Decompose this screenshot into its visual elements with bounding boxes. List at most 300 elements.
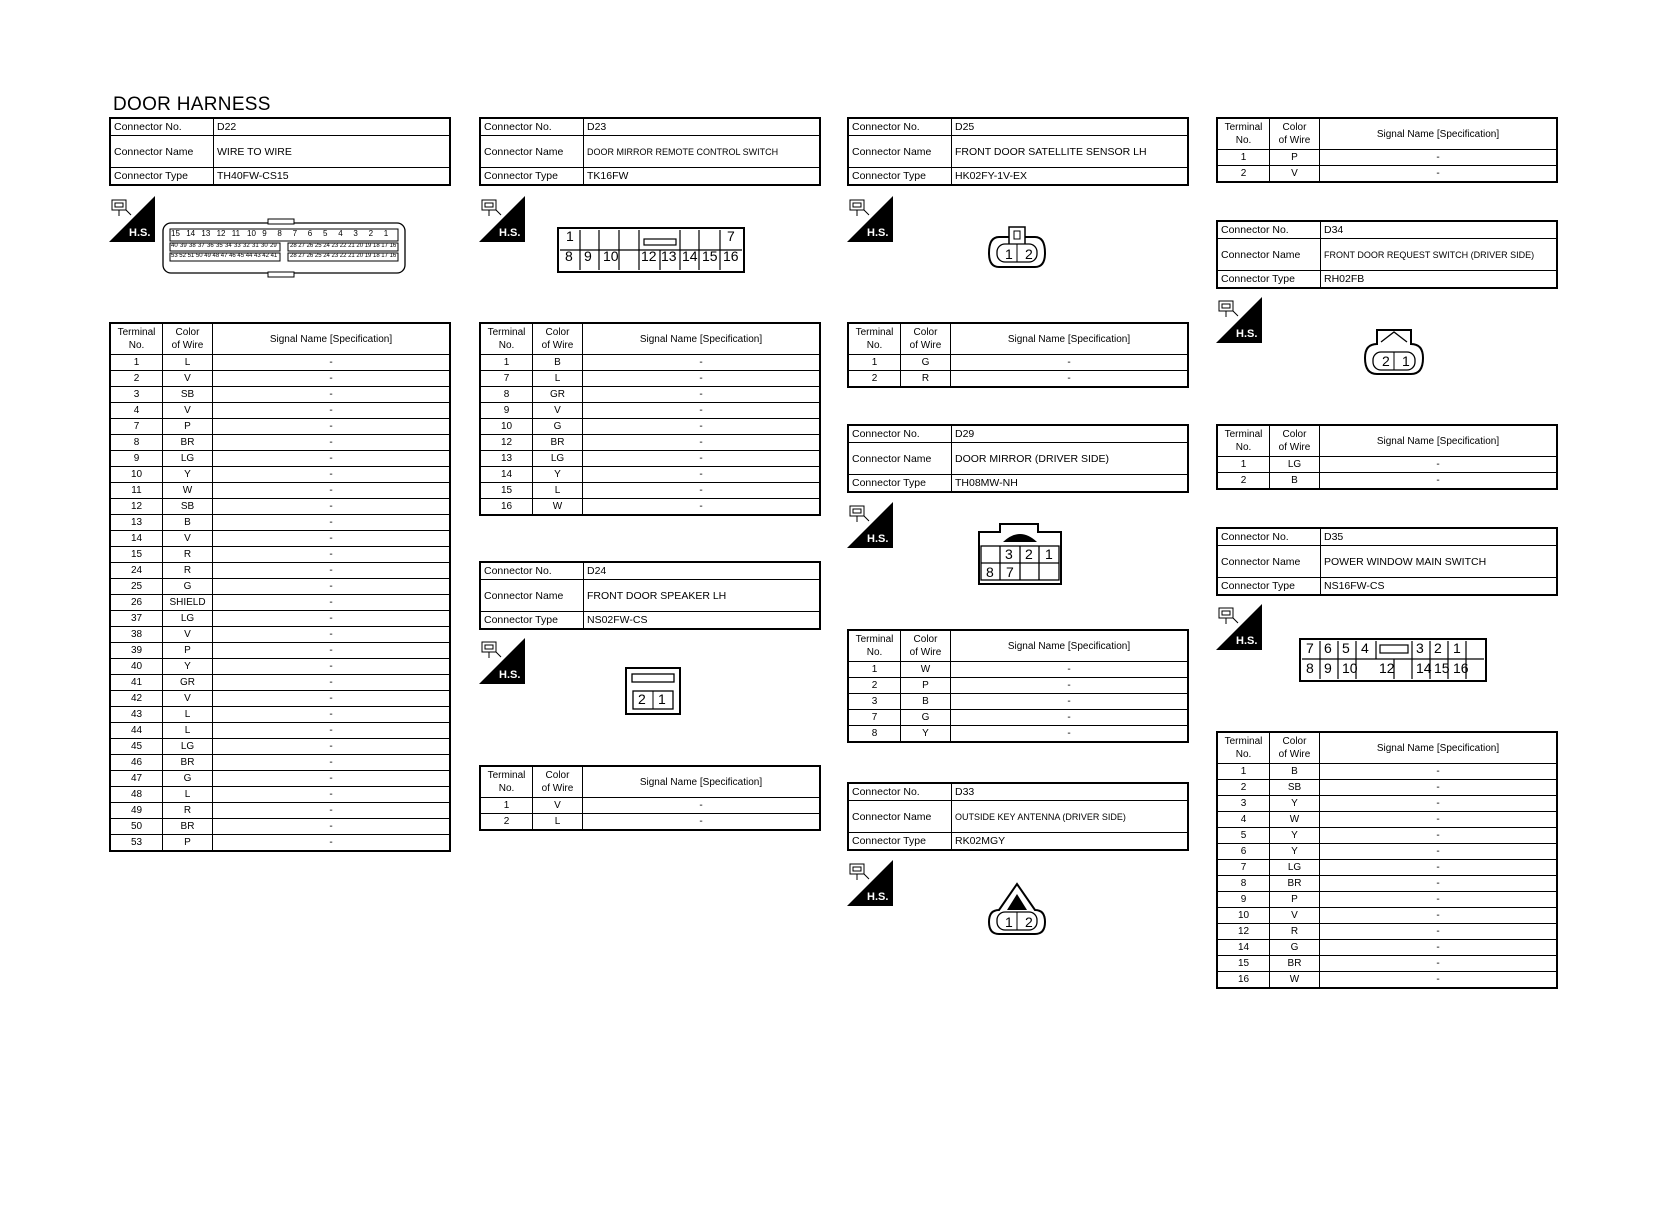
terminal-table-d24	[479, 765, 821, 831]
signal-cell: -	[583, 467, 821, 483]
pin-label: 16	[1453, 660, 1469, 676]
pin-label: 25	[314, 243, 322, 249]
pin-label: 14	[682, 248, 698, 264]
label: Connector Type	[848, 168, 952, 186]
signal-cell: -	[1320, 457, 1558, 473]
header-label: No.	[498, 783, 515, 794]
table-row	[110, 531, 450, 547]
pin-label: 40	[171, 243, 178, 249]
table-row	[1217, 844, 1557, 860]
signal-cell: -	[213, 387, 451, 403]
header-label: No.	[1235, 442, 1252, 453]
hs-label: H.S.	[867, 891, 889, 903]
signal-cell: -	[213, 499, 451, 515]
hs-icon	[847, 860, 893, 906]
connector-type: NS02FW-CS	[584, 612, 821, 630]
header-label: of Wire	[1278, 442, 1311, 453]
table-row	[848, 726, 1188, 743]
table-row	[1217, 457, 1557, 473]
terminal-cell: 1	[480, 355, 533, 371]
header-label: No.	[498, 340, 515, 351]
label: Connector Type	[1217, 271, 1321, 289]
pin-label: 53	[171, 253, 178, 259]
terminal-cell: 13	[110, 515, 163, 531]
header-label: Signal Name [Specification]	[269, 333, 393, 345]
pin-label: 29	[270, 243, 277, 249]
table-row	[110, 435, 450, 451]
signal-cell: -	[213, 707, 451, 723]
color-cell: V	[163, 531, 213, 547]
header-label: No.	[1235, 135, 1252, 146]
table-row	[480, 814, 820, 831]
table-row	[110, 499, 450, 515]
terminal-cell: 9	[110, 451, 163, 467]
header-label: Color	[1282, 736, 1307, 747]
label: Connector Type	[848, 833, 952, 851]
connector-name: FRONT DOOR SPEAKER LH	[584, 580, 821, 612]
terminal-cell: 47	[110, 771, 163, 787]
pin-label: 12	[1379, 660, 1395, 676]
terminal-table-d25	[847, 322, 1189, 388]
signal-cell: -	[1320, 812, 1558, 828]
table-row	[848, 371, 1188, 388]
header-label: Color	[913, 634, 938, 645]
header-label: of Wire	[171, 340, 204, 351]
pin-label: 33	[234, 243, 241, 249]
color-cell: L	[163, 707, 213, 723]
pin-label: 47	[220, 253, 228, 259]
table-row	[110, 419, 450, 435]
table-row	[110, 659, 450, 675]
pin-label: 15	[171, 229, 180, 238]
pin-label: 23	[331, 253, 339, 259]
color-cell: LG	[163, 739, 213, 755]
signal-cell: -	[213, 435, 451, 451]
pin-label: 51	[187, 253, 195, 259]
color-header	[1270, 732, 1320, 764]
connector-d24-face	[624, 666, 684, 718]
pin-label: 3	[1416, 640, 1424, 656]
signal-cell: -	[951, 371, 1189, 388]
header-label: Terminal	[1224, 736, 1263, 747]
label: Connector No.	[848, 118, 952, 136]
color-cell: L	[163, 723, 213, 739]
color-cell: R	[1270, 924, 1320, 940]
connector-no: D24	[584, 562, 821, 580]
pin-label: 17	[381, 253, 388, 259]
pin-label: 9	[262, 229, 267, 238]
connector-no: D29	[952, 425, 1189, 443]
hs-label: H.S.	[867, 533, 889, 545]
signal-cell: -	[213, 739, 451, 755]
header-label: Signal Name [Specification]	[1007, 333, 1131, 345]
pin-label: 1	[1005, 914, 1013, 930]
table-row	[110, 739, 450, 755]
pin-label: 2	[1025, 914, 1033, 930]
terminal-header	[1217, 118, 1270, 150]
signal-header	[583, 323, 821, 355]
label: Connector No.	[480, 118, 584, 136]
signal-cell: -	[1320, 828, 1558, 844]
signal-cell: -	[213, 483, 451, 499]
pin-label: 36	[207, 243, 214, 249]
d23-pin-top-7: 7	[727, 228, 735, 244]
table-row	[480, 355, 820, 371]
color-cell: W	[901, 662, 951, 678]
connector-type: RH02FB	[1321, 271, 1558, 289]
label: Connector Name	[480, 580, 584, 612]
color-cell: V	[163, 403, 213, 419]
signal-cell: -	[213, 419, 451, 435]
signal-cell: -	[1320, 796, 1558, 812]
pin-label: 8	[565, 248, 573, 264]
table-row	[1217, 828, 1557, 844]
table-row	[110, 723, 450, 739]
table-row	[1217, 473, 1557, 490]
pin-label: 32	[243, 243, 250, 249]
table-row	[1217, 892, 1557, 908]
table-row	[110, 643, 450, 659]
connector-type: TK16FW	[584, 168, 821, 186]
pin-label: 16	[389, 243, 397, 249]
connector-name: OUTSIDE KEY ANTENNA (DRIVER SIDE)	[952, 801, 1189, 833]
hs-icon	[1216, 297, 1262, 343]
color-cell: SHIELD	[163, 595, 213, 611]
color-cell: R	[901, 371, 951, 388]
signal-cell: -	[213, 755, 451, 771]
color-cell: B	[1270, 764, 1320, 780]
connector-d25-info	[847, 117, 1189, 186]
signal-cell: -	[583, 451, 821, 467]
header-label: Color	[1282, 122, 1307, 133]
signal-header	[213, 323, 451, 355]
signal-cell: -	[213, 643, 451, 659]
signal-cell: -	[213, 371, 451, 387]
signal-cell: -	[213, 403, 451, 419]
table-row	[110, 771, 450, 787]
header-label: of Wire	[1278, 135, 1311, 146]
terminal-cell: 45	[110, 739, 163, 755]
signal-cell: -	[1320, 860, 1558, 876]
label: Connector Type	[480, 612, 584, 630]
terminal-cell: 37	[110, 611, 163, 627]
signal-cell: -	[1320, 150, 1558, 166]
header-label: Signal Name [Specification]	[1376, 435, 1500, 447]
pin-label: 35	[216, 243, 223, 249]
signal-cell: -	[213, 531, 451, 547]
header-label: Color	[1282, 429, 1307, 440]
table-row	[480, 403, 820, 419]
header-label: Color	[545, 770, 570, 781]
terminal-cell: 26	[110, 595, 163, 611]
hs-label: H.S.	[867, 227, 889, 239]
table-row	[110, 451, 450, 467]
color-header	[533, 323, 583, 355]
header-label: No.	[866, 340, 883, 351]
signal-cell: -	[951, 694, 1189, 710]
terminal-cell: 12	[480, 435, 533, 451]
signal-cell: -	[1320, 764, 1558, 780]
pin-label: 38	[189, 243, 196, 249]
signal-cell: -	[213, 691, 451, 707]
connector-d33-info	[847, 782, 1189, 851]
terminal-cell: 49	[110, 803, 163, 819]
pin-label: 2	[1382, 353, 1390, 369]
color-cell: Y	[1270, 796, 1320, 812]
pin-label: 12	[216, 229, 226, 238]
color-cell: W	[533, 499, 583, 516]
pin-label: 11	[231, 229, 241, 238]
signal-cell: -	[583, 419, 821, 435]
pin-label: 14	[186, 229, 196, 238]
header-label: No.	[1235, 749, 1252, 760]
color-cell: BR	[163, 755, 213, 771]
color-header	[901, 630, 951, 662]
table-row	[1217, 860, 1557, 876]
signal-cell: -	[583, 483, 821, 499]
terminal-cell: 46	[110, 755, 163, 771]
terminal-cell: 10	[480, 419, 533, 435]
color-cell: Y	[1270, 828, 1320, 844]
connector-type: HK02FY-1V-EX	[952, 168, 1189, 186]
label: Connector Name	[848, 801, 952, 833]
terminal-cell: 24	[110, 563, 163, 579]
pin-label: 8	[1306, 660, 1314, 676]
label: Connector Name	[1217, 239, 1321, 271]
terminal-cell: 16	[1217, 972, 1270, 989]
pin-label: 49	[204, 253, 211, 259]
signal-cell: -	[213, 467, 451, 483]
pin-label: 5	[1342, 640, 1350, 656]
label: Connector Name	[848, 136, 952, 168]
pin-label: 28	[290, 253, 297, 259]
signal-cell: -	[1320, 956, 1558, 972]
header-label: Signal Name [Specification]	[1376, 128, 1500, 140]
signal-header	[1320, 118, 1558, 150]
color-cell: SB	[1270, 780, 1320, 796]
table-row	[110, 611, 450, 627]
hs-icon	[479, 638, 525, 684]
terminal-cell: 7	[848, 710, 901, 726]
signal-cell: -	[583, 387, 821, 403]
terminal-cell: 50	[110, 819, 163, 835]
terminal-table-d23	[479, 322, 821, 516]
terminal-cell: 14	[110, 531, 163, 547]
signal-cell: -	[213, 675, 451, 691]
table-row	[110, 579, 450, 595]
connector-name: DOOR MIRROR (DRIVER SIDE)	[952, 443, 1189, 475]
connector-no: D22	[214, 118, 451, 136]
table-row	[110, 563, 450, 579]
pin-label: 27	[298, 253, 305, 259]
terminal-cell: 5	[1217, 828, 1270, 844]
header-label: Terminal	[117, 327, 156, 338]
table-row	[110, 819, 450, 835]
pin-label: 4	[1361, 640, 1369, 656]
terminal-cell: 43	[110, 707, 163, 723]
terminal-cell: 39	[110, 643, 163, 659]
table-row	[110, 835, 450, 852]
signal-cell: -	[213, 835, 451, 852]
pin-label: 9	[584, 248, 592, 264]
hs-icon	[109, 196, 155, 242]
pin-label: 27	[298, 243, 305, 249]
hs-icon	[479, 196, 525, 242]
pin-label: 1	[1045, 546, 1053, 562]
label: Connector Type	[848, 475, 952, 493]
connector-d29-info	[847, 424, 1189, 493]
table-row	[1217, 940, 1557, 956]
pin-label: 3	[1005, 546, 1013, 562]
terminal-header	[1217, 732, 1270, 764]
signal-cell: -	[213, 787, 451, 803]
color-cell: B	[901, 694, 951, 710]
pin-label: 20	[356, 243, 364, 249]
pin-label: 1	[1402, 353, 1410, 369]
label: Connector Type	[110, 168, 214, 186]
table-row	[848, 678, 1188, 694]
pin-label: 20	[356, 253, 364, 259]
table-row	[1217, 764, 1557, 780]
table-row	[1217, 166, 1557, 183]
header-label: of Wire	[541, 340, 574, 351]
table-row	[110, 515, 450, 531]
signal-cell: -	[213, 451, 451, 467]
pin-label: 34	[225, 243, 232, 249]
table-row	[848, 662, 1188, 678]
table-row	[110, 371, 450, 387]
terminal-cell: 1	[848, 355, 901, 371]
pin-label: 25	[314, 253, 322, 259]
color-cell: Y	[163, 659, 213, 675]
color-cell: G	[163, 771, 213, 787]
pin-label: 8	[986, 564, 994, 580]
connector-d33-face	[985, 880, 1049, 938]
terminal-header	[848, 323, 901, 355]
color-cell: G	[533, 419, 583, 435]
terminal-cell: 1	[1217, 150, 1270, 166]
pin-label: 1	[383, 229, 389, 238]
color-header	[1270, 425, 1320, 457]
page-title: DOOR HARNESS	[113, 94, 271, 115]
color-cell: W	[1270, 812, 1320, 828]
table-row	[480, 387, 820, 403]
color-cell: L	[533, 483, 583, 499]
color-cell: LG	[1270, 457, 1320, 473]
pin-label: 10	[603, 248, 619, 264]
d23-pin-top-1: 1	[566, 228, 574, 244]
pin-label: 21	[348, 253, 355, 259]
header-label: Color	[545, 327, 570, 338]
signal-cell: -	[1320, 844, 1558, 860]
header-label: Signal Name [Specification]	[1376, 742, 1500, 754]
terminal-header	[480, 766, 533, 798]
signal-cell: -	[213, 659, 451, 675]
color-cell: LG	[1270, 860, 1320, 876]
connector-d24-info	[479, 561, 821, 630]
color-cell: SB	[163, 499, 213, 515]
terminal-cell: 2	[1217, 780, 1270, 796]
signal-cell: -	[583, 814, 821, 831]
table-row	[110, 355, 450, 371]
terminal-table-d33	[1216, 117, 1558, 183]
connector-name: FRONT DOOR SATELLITE SENSOR LH	[952, 136, 1189, 168]
color-cell: R	[163, 803, 213, 819]
color-header	[1270, 118, 1320, 150]
terminal-cell: 2	[1217, 473, 1270, 490]
pin-label: 45	[237, 253, 245, 259]
pin-label: 46	[229, 253, 236, 259]
connector-no: D23	[584, 118, 821, 136]
label: Connector Type	[480, 168, 584, 186]
pin-label: 1	[1453, 640, 1461, 656]
color-cell: B	[533, 355, 583, 371]
terminal-cell: 2	[1217, 166, 1270, 183]
color-cell: P	[901, 678, 951, 694]
terminal-cell: 2	[848, 371, 901, 388]
table-row	[848, 355, 1188, 371]
hs-label: H.S.	[499, 227, 521, 239]
connector-d23-info	[479, 117, 821, 186]
color-cell: R	[163, 563, 213, 579]
table-row	[110, 595, 450, 611]
color-cell: BR	[533, 435, 583, 451]
signal-cell: -	[213, 611, 451, 627]
table-row	[848, 710, 1188, 726]
label: Connector Name	[110, 136, 214, 168]
terminal-cell: 8	[848, 726, 901, 743]
connector-name: WIRE TO WIRE	[214, 136, 451, 168]
signal-cell: -	[1320, 940, 1558, 956]
terminal-cell: 7	[480, 371, 533, 387]
pin-label: 10	[1342, 660, 1358, 676]
header-label: Terminal	[487, 770, 526, 781]
hs-label: H.S.	[499, 669, 521, 681]
label: Connector Type	[1217, 578, 1321, 596]
header-label: Signal Name [Specification]	[639, 776, 763, 788]
header-label: of Wire	[909, 340, 942, 351]
hs-icon	[847, 196, 893, 242]
color-cell: V	[163, 627, 213, 643]
table-row	[1217, 972, 1557, 989]
signal-header	[1320, 732, 1558, 764]
table-row	[480, 451, 820, 467]
signal-header	[1320, 425, 1558, 457]
signal-cell: -	[1320, 924, 1558, 940]
pin-label: 28	[290, 243, 297, 249]
pin-label: 6	[1324, 640, 1332, 656]
label: Connector No.	[480, 562, 584, 580]
connector-no: D34	[1321, 221, 1558, 239]
pin-label: 23	[331, 243, 339, 249]
header-label: No.	[128, 340, 145, 351]
pin-label: 1	[1005, 246, 1013, 262]
signal-cell: -	[951, 678, 1189, 694]
pin-label: 2	[1434, 640, 1442, 656]
hs-icon	[847, 502, 893, 548]
signal-cell: -	[951, 355, 1189, 371]
pin-label: 19	[364, 243, 372, 249]
table-row	[480, 499, 820, 516]
table-row	[1217, 812, 1557, 828]
header-label: No.	[866, 647, 883, 658]
color-cell: G	[901, 710, 951, 726]
connector-type: NS16FW-CS	[1321, 578, 1558, 596]
terminal-cell: 44	[110, 723, 163, 739]
table-row	[480, 435, 820, 451]
hs-label: H.S.	[1236, 635, 1258, 647]
pin-label: 18	[373, 253, 380, 259]
